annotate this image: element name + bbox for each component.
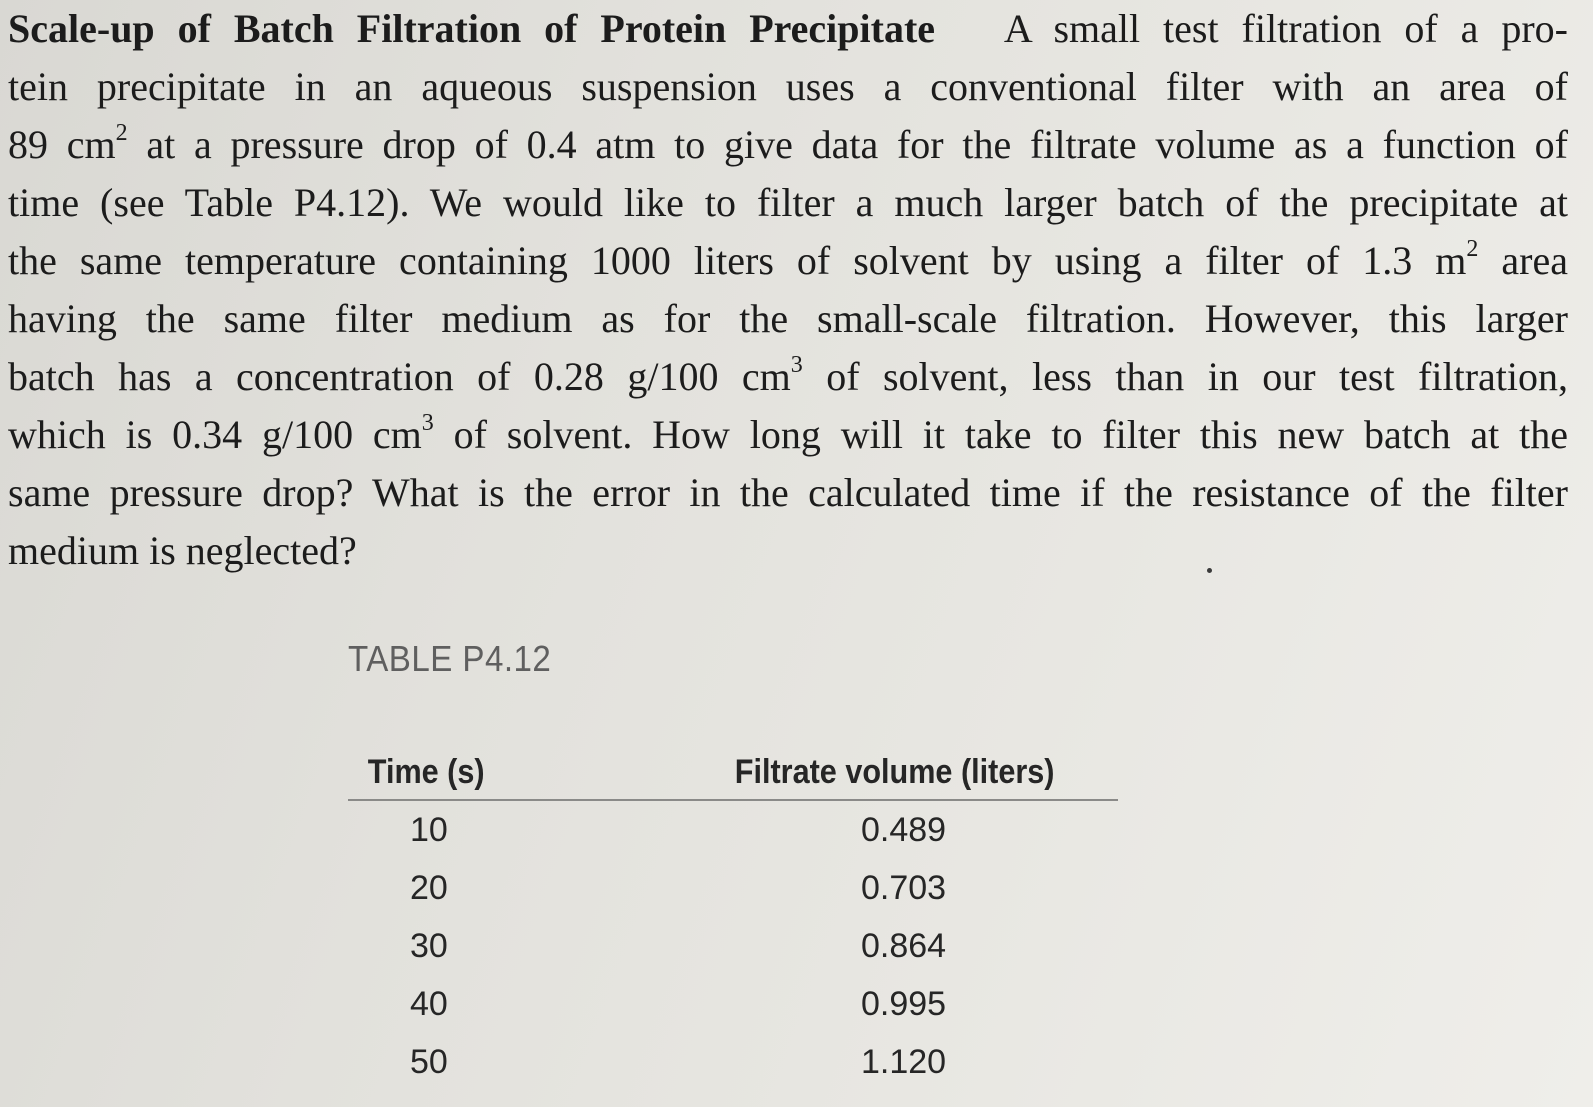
problem-line-3 xyxy=(8,116,1568,174)
table-header-row xyxy=(348,745,1118,801)
problem-line-10: medium is neglected? xyxy=(8,528,357,573)
superscript: 3 xyxy=(421,410,434,436)
problem-line-2: tein precipitate in an aqueous suspension uses a conventional filter with an area of xyxy=(8,64,1568,109)
problem-statement xyxy=(8,0,1568,580)
problem-line-5-before: the same temperature containing 1000 liters of solvent by using a filter of 1.3 m xyxy=(8,238,1467,283)
table-row xyxy=(348,1033,1118,1091)
problem-line-5 xyxy=(8,232,1568,290)
table-caption: TABLE P4.12 xyxy=(348,638,552,679)
problem-line-6: having the same filter medium as for the small-scale filtration. However, this larger xyxy=(8,296,1568,341)
problem-line-7 xyxy=(8,348,1568,406)
table-row xyxy=(348,859,1118,917)
cell-volume: 0.703 xyxy=(861,868,947,907)
table-row xyxy=(348,975,1118,1033)
problem-line-3-before: 89 cm xyxy=(8,122,116,167)
table-row xyxy=(348,917,1118,975)
table-row xyxy=(348,801,1118,859)
problem-line-8-before: which is 0.34 g/100 cm xyxy=(8,412,422,457)
cell-volume: 0.995 xyxy=(861,984,947,1023)
superscript: 2 xyxy=(115,120,128,146)
superscript: 3 xyxy=(790,352,803,378)
problem-line-7-after: of solvent, less than in our test filtration, xyxy=(802,354,1568,399)
cell-time: 20 xyxy=(410,868,448,907)
problem-title: Scale-up of Batch Filtration of Protein Precipitate xyxy=(8,6,936,51)
header-filtrate-volume: Filtrate volume (liters) xyxy=(734,752,1055,791)
stray-dot-mark xyxy=(1207,568,1212,573)
cell-time: 50 xyxy=(410,1042,448,1081)
problem-line-4: time (see Table P4.12). We would like to filter a much larger batch of the precipitate at xyxy=(8,180,1568,225)
problem-line-1-text: A small test filtration of a pro- xyxy=(1003,6,1569,51)
problem-line-7-before: batch has a concentration of 0.28 g/100 cm xyxy=(8,354,791,399)
problem-line-8 xyxy=(8,406,1568,464)
header-time: Time (s) xyxy=(367,752,485,791)
cell-time: 30 xyxy=(410,926,448,965)
cell-volume: 0.864 xyxy=(861,926,947,965)
problem-line-9: same pressure drop? What is the error in the calculated time if the resistance of the filter xyxy=(8,470,1568,515)
problem-line-1 xyxy=(8,0,1568,58)
problem-line-3-after: at a pressure drop of 0.4 atm to give data for the filtrate volume as a function of xyxy=(127,122,1568,167)
data-table xyxy=(348,745,1118,1091)
cell-time: 10 xyxy=(410,810,448,849)
cell-volume: 0.489 xyxy=(861,810,947,849)
cell-volume: 1.120 xyxy=(861,1042,947,1081)
cell-time: 40 xyxy=(410,984,448,1023)
problem-line-8-after: of solvent. How long will it take to filter this new batch at the xyxy=(433,412,1568,457)
superscript: 2 xyxy=(1466,236,1479,262)
problem-line-5-after: area xyxy=(1478,238,1568,283)
